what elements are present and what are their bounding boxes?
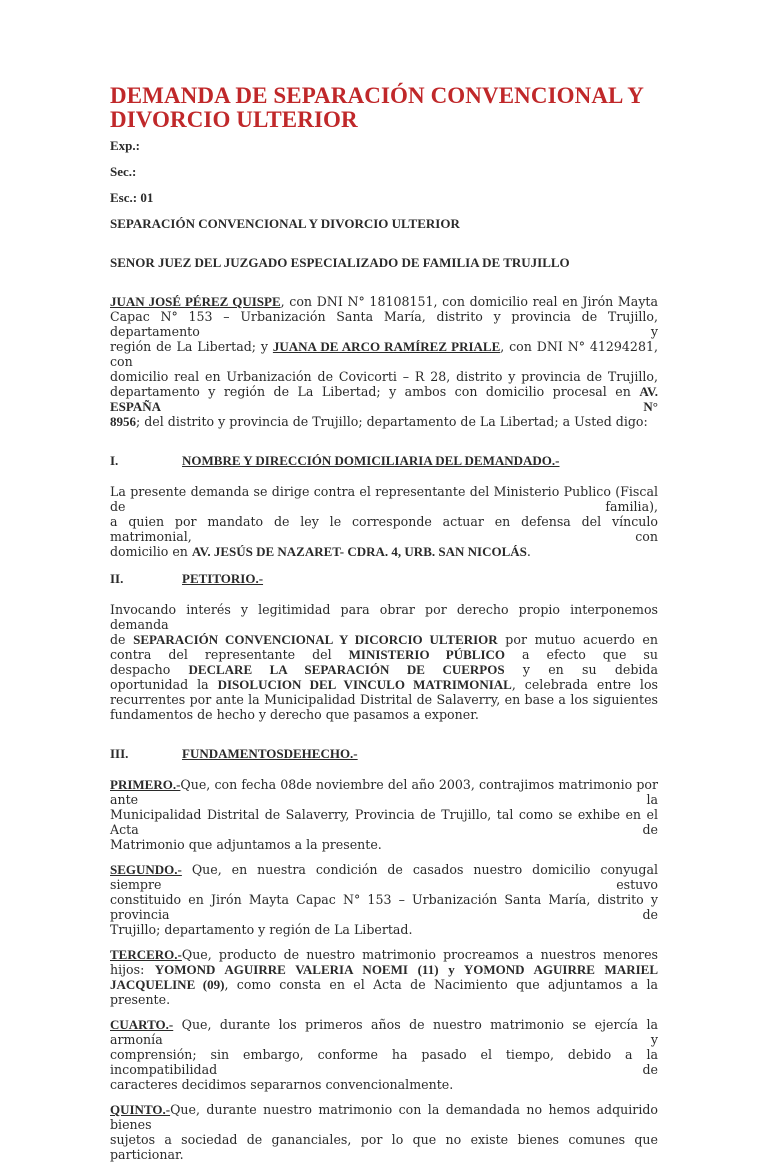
section-1-heading: I. NOMBRE Y DIRECCIÓN DOMICILIARIA DEL DEMANDADO.- xyxy=(110,453,560,468)
esc-field: Esc.: 01 xyxy=(110,190,154,205)
title-line-2: DIVORCIO ULTERIOR xyxy=(110,107,358,132)
subject-line: SEPARACIÓN CONVENCIONAL Y DIVORCIO ULTERIOR xyxy=(110,216,460,231)
sec-field: Sec.: xyxy=(110,164,137,179)
fact-2-paragraph: SEGUNDO.- Que, en nuestra condición de casados nuestro domicilio conyugal siempre estuvo constituido en Jirón Mayta Capac N° 153 – Urbanización Santa María, distrito y provincia de Trujillo; departamento y región de La Libertad. xyxy=(110,862,658,937)
document-title xyxy=(110,84,658,132)
petitioner-2-name: JUANA DE ARCO RAMÍREZ PRIALE xyxy=(272,339,501,354)
fact-5-paragraph: QUINTO.-Que, durante nuestro matrimonio con la demandada no hemos adquirido bienes sujetos a sociedad de gananciales, por lo que no existe bienes comunes que particionar. xyxy=(110,1102,658,1162)
title-line-1: DEMANDA DE SEPARACIÓN CONVENCIONAL Y xyxy=(110,83,644,108)
petition-paragraph: Invocando interés y legitimidad para obrar por derecho propio interponemos demanda de SEPARACIÓN CONVENCIONAL Y DICORCIO ULTERIOR por mutuo acuerdo en contra del representante del MINISTERIO PÚBLICO a efecto que su despacho DECLARE LA SEPARACIÓN DE CUERPOS y en su debida oportunidad la DISOLUCION DEL VINCULO MATRIMONIAL, celebrada entre los recurrentes por ante la Municipalidad Distrital de Salaverry, en base a los siguientes fundamentos de hecho y derecho que pasamos a exponer. xyxy=(110,602,659,722)
intro-paragraph: JUAN JOSÉ PÉREZ QUISPE, con DNI N° 18108151, con domicilio real en Jirón Mayta Capac N° 153 – Urbanización Santa María, distrito y provincia de Trujillo, departamento y región de La Libertad; y JUANA DE ARCO RAMÍREZ PRIALE, con DNI N° 41294281, con domicilio real en Urbanización de Covicorti – R 28, distrito y provincia de Trujillo, departamento y región de La Libertad; y ambos con domicilio procesal en AV. ESPAÑA N° 8956; del distrito y provincia de Trujillo; departamento de La Libertad; a Usted digo: xyxy=(110,294,658,429)
fact-4-paragraph: CUARTO.- Que, durante los primeros años de nuestro matrimonio se ejercía la armonía y comprensión; sin embargo, conforme ha pasado el tiempo, debido a la incompatibilidad de caracteres decidimos separarnos convencionalmente. xyxy=(110,1017,658,1092)
section-1-paragraph: La presente demanda se dirige contra el representante del Ministerio Publico (Fiscal de familia), a quien por mandato de ley le corresponde actuar en defensa del vínculo matrimonial, con domicilio en AV. JESÚS DE NAZARET- CDRA. 4, URB. SAN NICOLÁS. xyxy=(110,484,658,559)
exp-field: Exp.: xyxy=(110,138,140,153)
fact-3-paragraph: TERCERO.-Que, producto de nuestro matrimonio procreamos a nuestros menores hijos: YOMOND AGUIRRE VALERIA NOEMI (11) y YOMOND AGUIRRE MARIEL JACQUELINE (09), como consta en el Acta de Nacimiento que adjuntamos a la presente. xyxy=(110,947,659,1007)
section-2-heading: II. PETITORIO.- xyxy=(110,571,264,586)
procedural-address: AV. ESPAÑA N° xyxy=(110,384,658,414)
petitioner-1-name: JUAN JOSÉ PÉREZ QUISPE xyxy=(110,294,281,309)
defendant-address: AV. JESÚS DE NAZARET- CDRA. 4, URB. SAN NICOLÁS xyxy=(191,544,527,559)
section-3-heading: III. FUNDAMENTOSDEHECHO.- xyxy=(110,746,358,761)
addressee-line: SENOR JUEZ DEL JUZGADO ESPECIALIZADO DE FAMILIA DE TRUJILLO xyxy=(110,255,570,270)
fact-1-paragraph: PRIMERO.-Que, con fecha 08de noviembre del año 2003, contrajimos matrimonio por ante la Municipalidad Distrital de Salaverry, Provincia de Trujillo, tal como se exhibe en el Acta de Matrimonio que adjuntamos a la presente. xyxy=(110,777,658,852)
